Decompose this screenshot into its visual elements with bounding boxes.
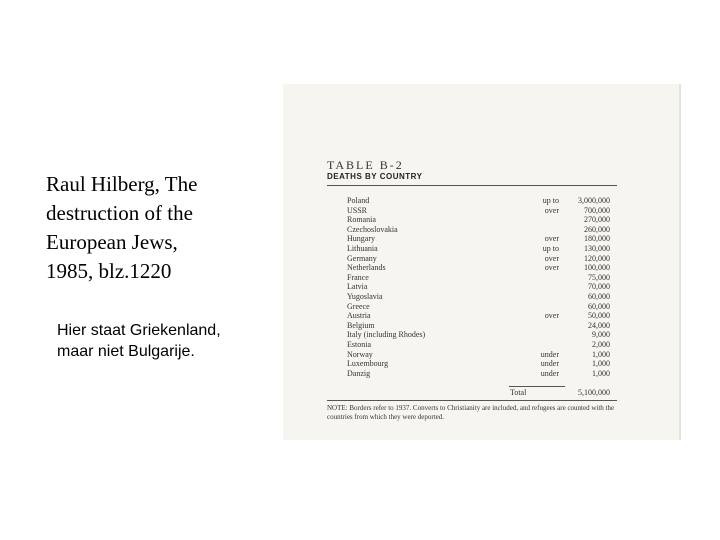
- qualifier-cell: over: [544, 205, 559, 215]
- value-cell: 100,000: [584, 263, 610, 273]
- scanned-table-image: [283, 84, 681, 440]
- country-cell: Lithuania: [347, 243, 378, 253]
- value-cell: 130,000: [584, 243, 610, 253]
- table-row: [327, 330, 617, 340]
- table-row: [327, 196, 617, 206]
- qualifier-cell: over: [544, 234, 559, 244]
- country-cell: Romania: [347, 215, 376, 225]
- country-cell: Danzig: [347, 368, 371, 378]
- country-cell: France: [347, 272, 369, 282]
- dutch-note: [57, 320, 277, 362]
- table-row: [327, 234, 617, 244]
- note-line: Hier staat Griekenland,: [57, 322, 221, 339]
- table-footnote: NOTE: Borders refer to 1937. Converts to Christianity are included, and refugees are counted with the countries from which they were deported.: [327, 404, 615, 421]
- total-row: [327, 388, 617, 398]
- value-cell: 24,000: [588, 320, 610, 330]
- table-row: [327, 321, 617, 331]
- value-cell: 2,000: [592, 339, 610, 349]
- total-label: Total: [510, 388, 527, 397]
- table-bottom-rule: [327, 400, 617, 401]
- value-cell: 1,000: [592, 349, 610, 359]
- caption-line: Raul Hilberg, The: [46, 172, 198, 196]
- table-row: [327, 369, 617, 379]
- qualifier-cell: up to: [542, 196, 559, 205]
- country-cell: Belgium: [347, 320, 375, 330]
- qualifier-cell: under: [540, 359, 559, 369]
- table-row: [327, 215, 617, 225]
- table-label: TABLE B-2: [327, 158, 404, 172]
- value-cell: 120,000: [584, 253, 610, 263]
- qualifier-cell: over: [544, 253, 559, 263]
- country-cell: Estonia: [347, 339, 371, 349]
- table-row: [327, 282, 617, 292]
- table-row: [327, 359, 617, 369]
- table-title: DEATHS BY COUNTRY: [327, 172, 423, 181]
- caption-line: 1985, blz.1220: [46, 259, 172, 283]
- qualifier-cell: under: [540, 349, 559, 359]
- caption-line: European Jews,: [46, 230, 178, 254]
- country-cell: Germany: [347, 253, 377, 263]
- source-caption: [46, 170, 266, 286]
- table-row: [327, 225, 617, 235]
- table-row: [327, 340, 617, 350]
- country-cell: Norway: [347, 349, 373, 359]
- table-rows: [327, 196, 617, 378]
- table-top-rule: [327, 185, 617, 186]
- table-row: [327, 206, 617, 216]
- value-cell: 60,000: [588, 301, 610, 311]
- table-row: [327, 273, 617, 283]
- qualifier-cell: under: [540, 368, 559, 378]
- country-cell: Yugoslavia: [347, 291, 383, 301]
- value-cell: 180,000: [584, 234, 610, 244]
- value-cell: 1,000: [592, 368, 610, 378]
- country-cell: Luxembourg: [347, 359, 389, 369]
- table-row: [327, 244, 617, 254]
- value-cell: 260,000: [584, 224, 610, 234]
- value-cell: 3,000,000: [578, 196, 610, 205]
- country-cell: Italy (including Rhodes): [347, 330, 426, 340]
- table-row: [327, 350, 617, 360]
- country-cell: Poland: [347, 196, 370, 205]
- country-cell: Czechoslovakia: [347, 224, 398, 234]
- value-cell: 60,000: [588, 291, 610, 301]
- country-cell: USSR: [347, 205, 368, 215]
- qualifier-cell: over: [544, 263, 559, 273]
- value-cell: 50,000: [588, 311, 610, 321]
- table-row: [327, 292, 617, 302]
- table-row: [327, 263, 617, 273]
- country-cell: Netherlands: [347, 263, 386, 273]
- country-cell: Hungary: [347, 234, 375, 244]
- caption-line: destruction of the: [46, 201, 193, 225]
- value-cell: 75,000: [588, 272, 610, 282]
- qualifier-cell: over: [544, 311, 559, 321]
- value-cell: 270,000: [584, 215, 610, 225]
- value-cell: 70,000: [588, 282, 610, 292]
- table-row: [327, 254, 617, 264]
- value-cell: 9,000: [592, 330, 610, 340]
- table-row: [327, 311, 617, 321]
- note-line: maar niet Bulgarije.: [57, 343, 195, 360]
- table-row: [327, 302, 617, 312]
- qualifier-cell: up to: [542, 243, 559, 253]
- country-cell: Greece: [347, 301, 370, 311]
- value-cell: 700,000: [584, 205, 610, 215]
- total-rule: [509, 386, 565, 387]
- country-cell: Latvia: [347, 282, 368, 292]
- country-cell: Austria: [347, 311, 371, 321]
- value-cell: 1,000: [592, 359, 610, 369]
- total-value: 5,100,000: [578, 388, 610, 397]
